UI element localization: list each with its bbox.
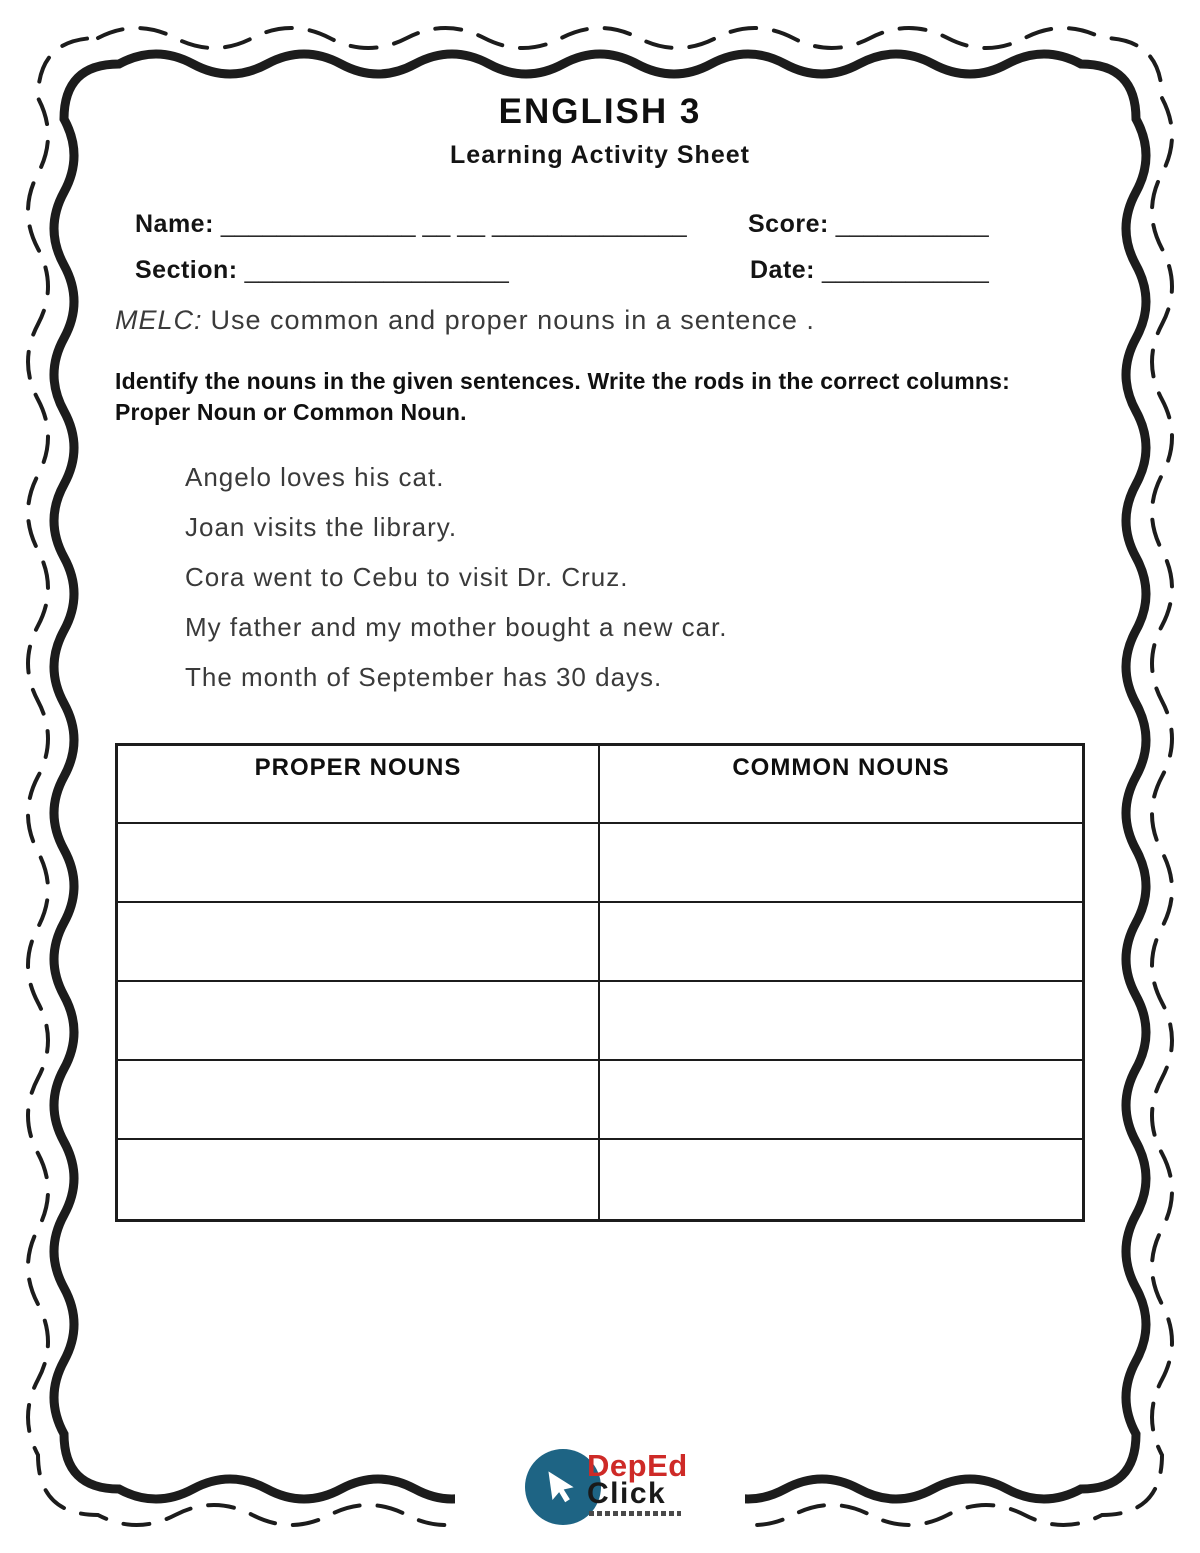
section-field xyxy=(135,256,509,285)
name-blank-line: ______________ __ __ ______________ xyxy=(220,210,687,238)
sentence-5: The month of September has 30 days. xyxy=(185,662,663,692)
date-field xyxy=(750,256,989,285)
name-label: Name: xyxy=(135,210,214,238)
melc-line xyxy=(115,305,815,336)
column-header-common-nouns: COMMON NOUNS xyxy=(600,746,1082,824)
table-cell-common-row-4 xyxy=(600,1061,1082,1140)
score-label: Score: xyxy=(748,210,829,238)
sentence-list xyxy=(185,452,727,702)
melc-label: MELC: xyxy=(115,305,203,335)
section-blank-line: ___________________ xyxy=(244,256,509,284)
column-header-proper-nouns: PROPER NOUNS xyxy=(118,746,600,824)
table-cell-proper-row-5 xyxy=(118,1140,600,1219)
table-cell-proper-row-3 xyxy=(118,982,600,1061)
score-blank-line: ___________ xyxy=(835,210,989,238)
table-cell-proper-row-1 xyxy=(118,824,600,903)
sentence-1: Angelo loves his cat. xyxy=(185,462,445,492)
date-blank-line: ____________ xyxy=(821,256,989,284)
date-label: Date: xyxy=(750,256,816,284)
instructions xyxy=(115,366,1010,428)
logo-tagline xyxy=(589,1511,681,1516)
page-title: ENGLISH 3 xyxy=(498,92,702,131)
name-field xyxy=(135,210,687,239)
instructions-line-1: Identify the nouns in the given sentences. Write the rods in the correct columns: xyxy=(115,368,1011,394)
table-cell-common-row-5 xyxy=(600,1140,1082,1219)
logo-brand-name: DepEd xyxy=(587,1448,688,1483)
nouns-table xyxy=(115,743,1085,1222)
sentence-4: My father and my mother bought a new car. xyxy=(185,612,728,642)
table-cell-common-row-1 xyxy=(600,824,1082,903)
deped-click-logo xyxy=(455,1438,745,1540)
page-subtitle: Learning Activity Sheet xyxy=(450,141,750,169)
sentence-3: Cora went to Cebu to visit Dr. Cruz. xyxy=(185,562,629,592)
sentence-2: Joan visits the library. xyxy=(185,512,458,542)
melc-text: Use common and proper nouns in a sentence . xyxy=(210,305,815,335)
instructions-line-2: Proper Noun or Common Noun. xyxy=(115,399,467,425)
table-cell-proper-row-4 xyxy=(118,1061,600,1140)
table-cell-common-row-3 xyxy=(600,982,1082,1061)
score-field xyxy=(748,210,989,239)
section-label: Section: xyxy=(135,256,238,284)
table-cell-proper-row-2 xyxy=(118,903,600,982)
title-block xyxy=(0,92,1200,170)
mouse-cursor-icon xyxy=(539,1463,586,1510)
logo-product-name: Click xyxy=(587,1477,667,1510)
logo-text xyxy=(587,1448,688,1516)
table-cell-common-row-2 xyxy=(600,903,1082,982)
